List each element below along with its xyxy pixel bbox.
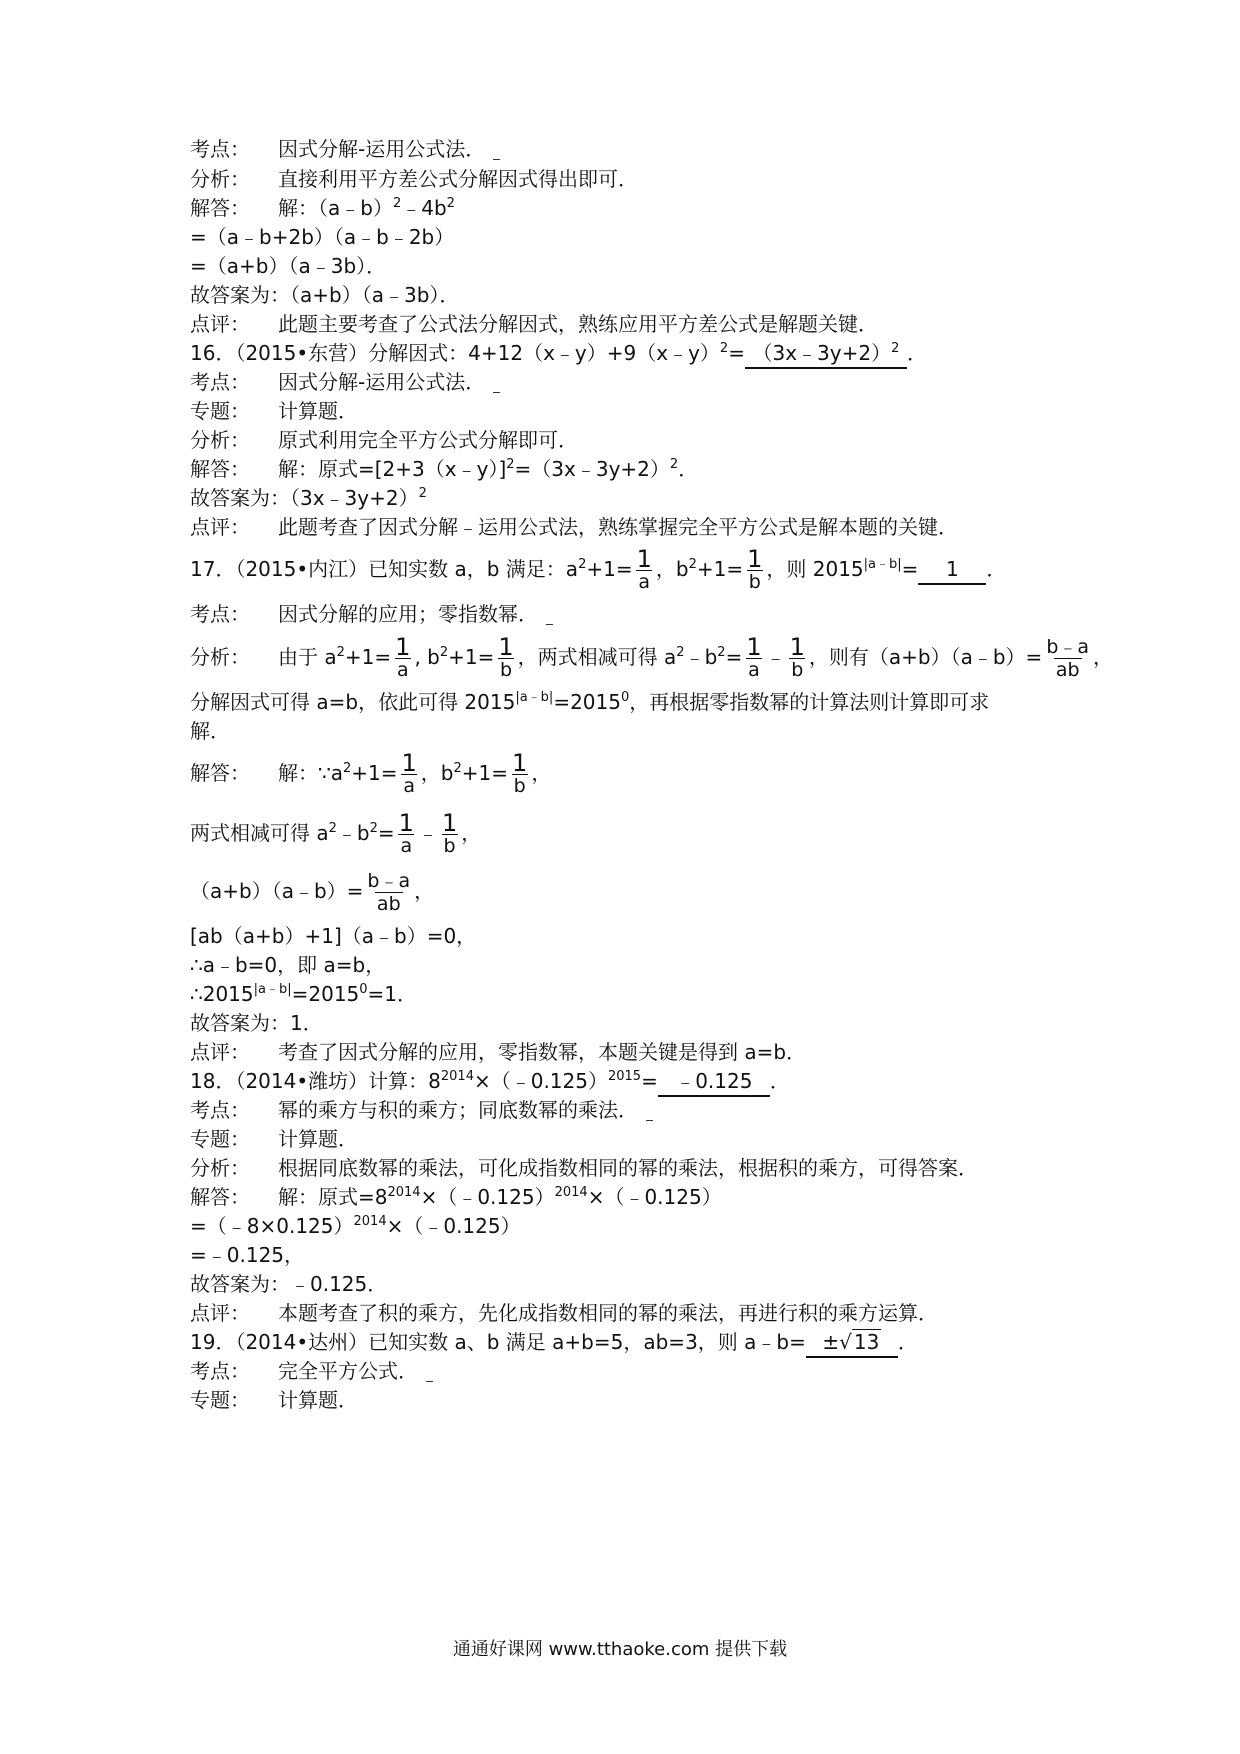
q17-answer: 故答案为：1． [190,1011,323,1035]
page-footer: 通通好课网 www.tthaoke.com 提供下载 [452,1639,788,1660]
q18-zhuanti: 专题： 计算题． [190,1127,358,1151]
q18-step3: =﹣0.125， [190,1243,305,1267]
fraction: $\frac{b﹣a}{ab}$ [367,870,411,915]
fraction: $\frac{1}{b}$ [441,809,458,857]
q15-step3: =（a+b）（a﹣3b）． [190,254,387,278]
q17-dianping: 点评： 考查了因式分解的应用，零指数幂，本题关键是得到 a=b． [190,1040,807,1064]
q15-dianping: 点评： 此题主要考查了公式法分解因式，熟练应用平方差公式是解题关键． [190,312,878,336]
q15-jieda: 解答： 解：$(a﹣b)^2﹣4b^2$ [190,196,455,220]
q17-stem: 17．（2015•内江）已知实数 a，b 满足：$a^2+1=$ $\frac{1}{a}$ ，$b^2+1=$ $\frac{1}{b}$ ，则 $2015^{|a﹣b|}= 1$ ． [190,545,1007,593]
q18-kaodian: 考点： 幂的乘方与积的乘方；同底数幂的乘法． [190,1096,653,1124]
q17-fenxi-line3: 解． [190,719,230,743]
q18-step2: =（﹣8×0.125）$^{2014}$×（﹣0.125） [190,1214,521,1238]
q17-step6: $\therefore 2015^{|a﹣b|}=2015^0=1$． [190,982,418,1006]
answer-blank: ﹣0.125 [658,1067,770,1097]
fraction: $\frac{1}{b}$ [512,749,528,797]
fraction: $\frac{1}{b}$ [747,545,763,593]
answer-blank: （3x﹣3y+2）$^2$ [745,339,907,369]
q19-stem: 19．（2014•达州）已知实数 a、b 满足 a+b=5，ab=3，则 a﹣b= ±√ 13 ． [190,1328,918,1358]
q19-kaodian: 考点： 完全平方公式． [190,1357,433,1385]
answer-blank: ±√ 13 [806,1328,898,1358]
q16-fenxi: 分析： 原式利用完全平方公式分解即可． [190,428,578,452]
q15-kaodian: 考点： 因式分解-运用公式法． [190,135,500,163]
q17-kaodian: 考点： 因式分解的应用；零指数幂． [190,600,553,628]
fraction: $\frac{1}{a}$ [746,633,762,681]
answer-blank: 1 [918,555,986,585]
fraction: $\frac{1}{a}$ [395,633,411,681]
q16-kaodian: 考点： 因式分解-运用公式法． [190,368,500,396]
q19-zhuanti: 专题： 计算题． [190,1388,358,1412]
q17-step5: ∴a﹣b=0，即 a=b， [190,953,386,977]
q17-step4: [ab（a+b）+1]（a﹣b）=0， [190,924,477,948]
q15-answer: 故答案为：（a+b）（a﹣3b）． [190,283,460,307]
fraction: $\frac{1}{a}$ [398,809,414,857]
fraction: $\frac{1}{b}$ [498,633,514,681]
q17-step2: 两式相减可得 $a^2﹣b^2=$ $\frac{1}{a}$ ﹣ $\frac{1}{b}$ ， [190,809,482,857]
q18-jieda: 解答： 解：原式$=8^{2014}\times(﹣0.125)^{2014}\times(﹣0.125)$ [190,1185,722,1209]
fraction: $\frac{b﹣a}{ab}$ [1046,636,1090,681]
q15-fenxi: 分析： 直接利用平方差公式分解因式得出即可． [190,167,638,191]
q18-dianping: 点评： 本题考查了积的乘方，先化成指数相同的幂的乘法，再进行积的乘方运算． [190,1301,938,1325]
q17-jieda: 解答： 解：$\because a^2+1=$ $\frac{1}{a}$ ，$b^2+1=$ $\frac{1}{b}$ ， [190,749,552,797]
q16-jieda: 解答： 解：原式=[2+3（x﹣y）]$^2$=（3x﹣3y+2）$^2$． [190,457,699,481]
q16-dianping: 点评： 此题考查了因式分解﹣运用公式法，熟练掌握完全平方公式是解本题的关键． [190,515,958,539]
fraction: $\frac{1}{a}$ [401,749,417,797]
q17-fenxi: 分析： 由于 $a^2+1=$ $\frac{1}{a}$ , $b^2+1=$ $\frac{1}{b}$ ，两式相减可得 $a^2﹣b^2=$ $\frac{1}{a}$ ﹣ $\frac{1}{b}$ ，则有（a+b）（a﹣b）= $\frac{b﹣a}{ab}$ ， [190,633,1114,681]
q16-answer: 故答案为：（3x﹣3y+2）$^2$ [190,486,427,510]
fraction: $\frac{1}{a}$ [636,545,652,593]
q15-step2: =（a﹣b+2b）（a﹣b﹣2b） [190,225,455,249]
q17-fenxi-line2: 分解因式可得 a=b，依此可得 $2015^{|a﹣b|}=2015^0$，再根据零指数幂的计算法则计算即可求 [190,690,990,714]
fraction: $\frac{1}{b}$ [789,633,805,681]
q16-zhuanti: 专题： 计算题． [190,399,358,423]
q18-answer: 故答案为：﹣0.125． [190,1272,388,1296]
q16-stem: 16．（2015•东营）分解因式：4+12（x﹣y）+9（x﹣y）$^2$= （3x﹣3y+2）$^2$ ． [190,339,927,369]
sqrt-symbol: √ 13 [839,1330,880,1354]
q18-stem: 18．（2014•潍坊）计算：$8^{2014}\times(﹣0.125)^{2015}=$ ﹣0.125 ． [190,1067,790,1097]
q18-fenxi: 分析： 根据同底数幂的乘法，可化成指数相同的幂的乘法，根据积的乘方，可得答案． [190,1156,978,1180]
q17-step3: （a+b）（a﹣b）= $\frac{b﹣a}{ab}$ ， [190,870,435,915]
